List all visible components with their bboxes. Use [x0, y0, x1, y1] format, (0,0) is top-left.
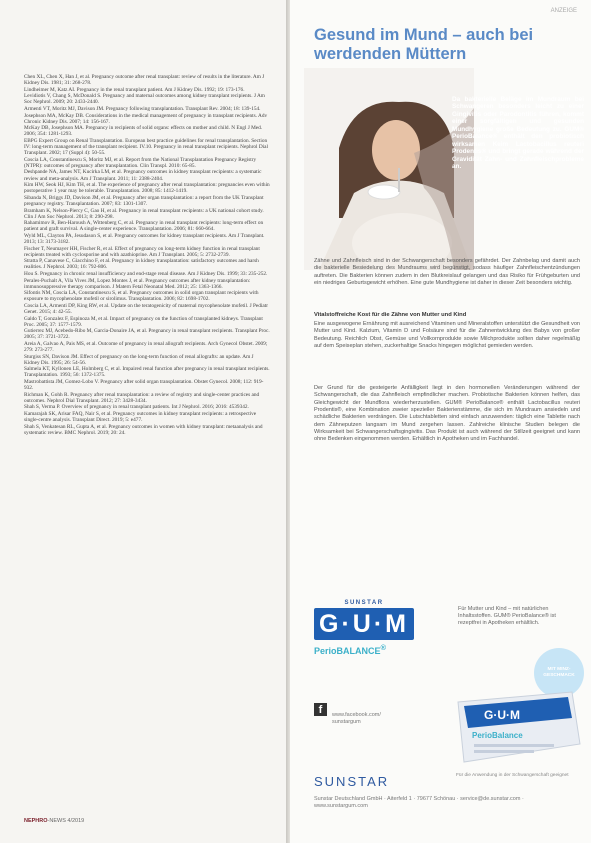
reference-entry: Perales-Puchalt A, Vila Vives JM, Lopez Montes J, et al. Pregnancy outcomes after kidney transplantation: immunosuppressive therapy comparison. J Matern Fetal Neonatal Med. 2012; 25: 1363-1366. — [24, 277, 251, 290]
reference-entry: Stratta P, Canavese C, Giacchino F, et al. Pregnancy in kidney transplantation: satisfactory outcomes and harsh realities. J Nephrol. 2003; 16: 792-806. — [24, 258, 259, 271]
reference-entry: Kim HW, Seok HJ, Kim TH, et al. The experience of pregnancy after renal transplantation: pregnancies even within postoperative 1 year may be tolerable. Transplantation. 2008; 85: 1412-1419. — [24, 182, 270, 195]
reference-entry: Levidiotis V, Chang S, McDonald S. Pregnancy and maternal outcomes among kidney transplant recipients. J Am Soc Nephrol. 2009; 20: 2433-2440. — [24, 93, 265, 106]
facebook-icon[interactable]: f — [314, 703, 327, 716]
reference-entry: Sturgiss SN, Davison JM. Effect of pregnancy on the long-term function of renal allografts: an update. Am J Kidney Dis. 1995; 26: 54-56. — [24, 353, 254, 366]
reference-entry: Sibanda N, Briggs JD, Davison JM, et al. Pregnancy after organ transplantation: a report from the UK Transplant pregnancy registry. Transplantation. 2007; 83: 1301-1307. — [24, 194, 264, 207]
reference-entry: Shah S, Venkatesan RL, Gupta A, et al. Pregnancy outcomes in women with kidney transplant: metaanalysis and systematic review. BMC Nephrol. 2019; 20: 24. — [24, 423, 263, 436]
company-contact: Sunstar Deutschland GmbH · Aiterfeld 1 · 79677 Schönau · service@de.sunstar.com · www.sunstargum.com — [314, 796, 524, 810]
section-heading: Vitalstoffreiche Kost für die Zähne von Mutter und Kind — [314, 312, 467, 318]
reference-entry: Coscia LA, Armenti DP, King RW, et al. Update on the teratogenicity of maternal mycophenolate mofetil. J Pediatr Genet. 2015; 4: 42-55. — [24, 302, 268, 316]
reference-entry: Bramham K, Nelson-Piercy C, Gao H, et al. Pregnancy in renal transplant recipients: a UK national cohort study. Clin J Am Soc Nephrol. 2013; 8: 290-298. — [24, 207, 264, 220]
reference-list — [24, 74, 270, 436]
body-paragraph-2: Eine ausgewogene Ernährung mit ausreichend Vitaminen und Mineralstoffen unterstützt die Gesundheit von Mutter und Kind. Kalzium, Vitamin D und Folsäure sind für die Zahnentwicklung des Babys von großer Bedeutung. Reichlich Obst, Gemüse und Vollkornprodukte sowie Milchprodukte sollten daher regelmäßig auf dem Speiseplan stehen, zuckerhaltige Snacks hingegen möglichst gemieden werden. — [314, 321, 580, 350]
reference-entry: Fischer T, Neumayer HH, Fischer R, et al. Effect of pregnancy on long-term kidney function in renal transplant recipients treated with cyclosporine and with azathioprine. Am J Transplant. 2005; 5: 2732-2739. — [24, 245, 260, 258]
flavor-badge: MIT MINZ- GESCHMACK — [534, 648, 584, 698]
reference-entry: Deshpande NA, James NT, Kucirka LM, et al. Pregnancy outcomes in kidney transplant recipients: a systematic review and meta-analysis. Am J Transplant. 2011; 11: 2388-2404. — [24, 169, 262, 182]
reference-entry: Sifontis NM, Coscia LA, Constantinescu S, et al. Pregnancy outcomes in solid organ transplant recipients with exposure to mycophenolate mofetil or sirolimus. Transplantation. 2006; 82: 1698-1702. — [24, 290, 259, 303]
body-paragraph-3: Der Grund für die gesteigerte Anfälligkeit liegt in den hormonellen Veränderungen während der Schwangerschaft, die das Zahnfleisch empfindlicher machen. Probiotische Bakterien können helfen, das Gleichgewicht der Mundflora wiederherzustellen. GUM® PerioBalance® enthält Lactobacillus reuteri Prodentis®, eine Kombination zweier spezieller Bakterienstämme, die sich im Mundraum ansiedeln und schädliche Bakterien verdrängen. Die Lutschtabletten sind einfach anzuwenden: täglich eine Tablette nach dem Zähneputzen langsam im Mund zergehen lassen. Zahlreiche klinische Studien belegen die Wirksamkeit bei Schwangerschaftsgingivitis. Das Produkt ist auch während der Stillzeit geeignet und kann ohne Bedenken eingenommen werden. Erhältlich in Apotheken und im Fachhandel. — [314, 385, 580, 443]
facebook-link[interactable] — [332, 712, 381, 726]
reference-entry: Wyld ML, Clayton PA, Jesudason S, et al. Pregnancy outcomes for kidney transplant recipients. Am J Transplant. 2013; 13: 3173-3182. — [24, 232, 265, 245]
reference-entry: Shah S, Verma P. Overview of pregnancy in renal transplant patients. Int J Nephrol. 2016; 2016: 4539342. — [24, 404, 249, 411]
reference-entry: Kamarajah SK, Arisar FAQ, Nair S, et al. Pregnancy outcomes in kidney transplant recipients: a retrospective single-centre analysis. Transplant Direct. 2019; 5: e477. — [24, 411, 257, 424]
ad-title: Gesund im Mund – auch bei werdenden Müttern — [314, 26, 534, 63]
product-gum-label: G·U·M — [484, 708, 520, 722]
periobalance-suffix: BALANCE — [336, 646, 381, 656]
left-footer — [24, 818, 84, 824]
body-paragraph-1: Zähne und Zahnfleisch sind in der Schwangerschaft besonders gefährdet. Der Zahnbelag und damit auch die bakterielle Besiedelung des Mundraums wird begünstigt, sodass häufiger Zahnfleischentzündungen auftreten. Die Bakterien können zudem in den Blutkreislauf gelangen und das Risiko für Frühgeburten und ein niedriges Geburtsgewicht erhöhen. Eine gute Mundhygiene ist daher in dieser Zeit besonders wichtig. — [314, 258, 580, 287]
reference-entry: Rahamimov R, Ben-Haroush A, Wittenberg C, et al. Pregnancy in renal transplant recipients: long-term effect on patient and graft survival. A single-center experience. Transplantation. 2006; 81: 660-664. — [24, 220, 264, 233]
footer-brand: NEPHRO — [24, 818, 48, 824]
reference-entry: Gutierrez MJ, Acebedo-Ribo M, Garcia-Donaire JA, et al. Pregnancy in renal transplant recipients. Transplant Proc. 2005; 37: 3721-3722. — [24, 328, 270, 341]
ad-label: ANZEIGE — [550, 8, 577, 14]
facebook-url-line1: www.facebook.com/ — [332, 712, 381, 718]
reference-entry: Salmela KT, Kyllonen LE, Holmberg C, et al. Impaired renal function after pregnancy in renal transplant recipients. Transplantation. 1993; 56: 1372-1375. — [24, 366, 270, 379]
reference-entry: Areia A, Galvao A, Pais MS, et al. Outcome of pregnancy in renal allograft recipients. Arch Gynecol Obstet. 2009; 279: 273-277. — [24, 341, 268, 354]
left-page — [0, 0, 286, 843]
intro-text: Da bakterielle Beläge im Mundraum bei Schwangeren besonders leicht zu einer Gingivitis oder Parodontitis führen, kommt einer sorgfältigen und gesunden Mundhygiene große Bedeutung zu. GUM® PerioBalance® enthält den probiotisch wirksamen Keim Lactobacillus reuteri Prodentis® und bringt gerade während der Gravidität Zahn- und Zahnfleischprobleme an. — [452, 96, 584, 171]
reference-entry: Josephson MA, McKay DB. Considerations in the medical management of pregnancy in transplant recipients. Adv Chronic Kidney Dis. 2007; 14: 156-167. — [24, 112, 268, 125]
reference-entry: Galdo T, Gonzalez F, Espinoza M, et al. Impact of pregnancy on the function of transplanted kidneys. Transplant Proc. 2005; 37: 1577-1579. — [24, 315, 263, 328]
footer-issue: -NEWS 4/2019 — [47, 818, 85, 824]
gum-wordmark: G·U·M — [314, 608, 414, 640]
pregnant-woman-photo — [304, 68, 474, 270]
product-caption: Für die Anwendung in der Schwangerschaft geeignet — [456, 773, 569, 778]
product-package — [450, 688, 582, 766]
reference-entry: EBPG Expert Group on Renal Transplantation. European best practice guidelines for renal transplantation. Section IV: long-term management of the transplant recipient. IV.10. Pregnancy in renal transplant recipients. Nephrol Dial Transplant. 2002; 17 (Suppl 4): 50-55. — [24, 138, 268, 157]
reference-entry: Hou S. Pregnancy in chronic renal insufficiency and end-stage renal disease. Am J Kidney Dis. 1999; 33: 235-252. — [24, 270, 268, 277]
reference-entry: Mastrobattista JM, Gomez-Lobo V. Pregnancy after solid organ transplantation. Obstet Gynecol. 2008; 112: 919-932. — [24, 379, 264, 392]
periobalance-wordmark — [314, 643, 414, 656]
sunstar-logo: SUNSTAR — [314, 774, 390, 789]
sunstar-brand-small: SUNSTAR — [344, 600, 384, 606]
reference-entry: Armenti VT, Moritz MJ, Davison JM. Pregnancy following transplantation. Transplant Rev. 2004; 18: 139-154. — [24, 106, 261, 113]
reference-entry: Chen XL, Chen X, Han J, et al. Pregnancy outcome after renal transplant: review of results in the literature. Am J Kidney Dis. 1981; 31: 268-278. — [24, 74, 265, 87]
availability-text: Für Mutter und Kind – mit natürlichen Inhaltsstoffen. GUM® PerioBalance® ist rezeptfrei in Apotheken erhältlich. — [458, 606, 556, 627]
periobalance-prefix: Perio — [314, 646, 337, 656]
gum-logo — [314, 600, 414, 656]
reference-entry: Lindheimer M, Katz AI. Pregnancy in the renal transplant patient. Am J Kidney Dis. 1992; 19: 173-176. — [24, 86, 245, 93]
right-page — [290, 0, 591, 843]
periobalance-registered: ® — [380, 643, 387, 652]
reference-entry: Coscia LA, Constantinescu S, Moritz MJ, et al. Report from the National Transplantation Pregnancy Registry (NTPR): outcomes of pregnancy after transplantation. Clin Transpl. 2010: 65-85. — [24, 156, 257, 169]
reference-entry: McKay DB, Josephson MA. Pregnancy in recipients of solid organs: effects on mother and child. N Engl J Med. 2006; 354: 1281-1293. — [24, 125, 263, 138]
reference-entry: Richman K, Gohh R. Pregnancy after renal transplantation: a review of registry and single-center practices and outcomes. Nephrol Dial Transplant. 2012; 27: 3428-3434. — [24, 391, 260, 404]
facebook-url-line2: sunstargum — [332, 719, 361, 725]
product-periobalance-label: PerioBalance — [472, 731, 523, 740]
